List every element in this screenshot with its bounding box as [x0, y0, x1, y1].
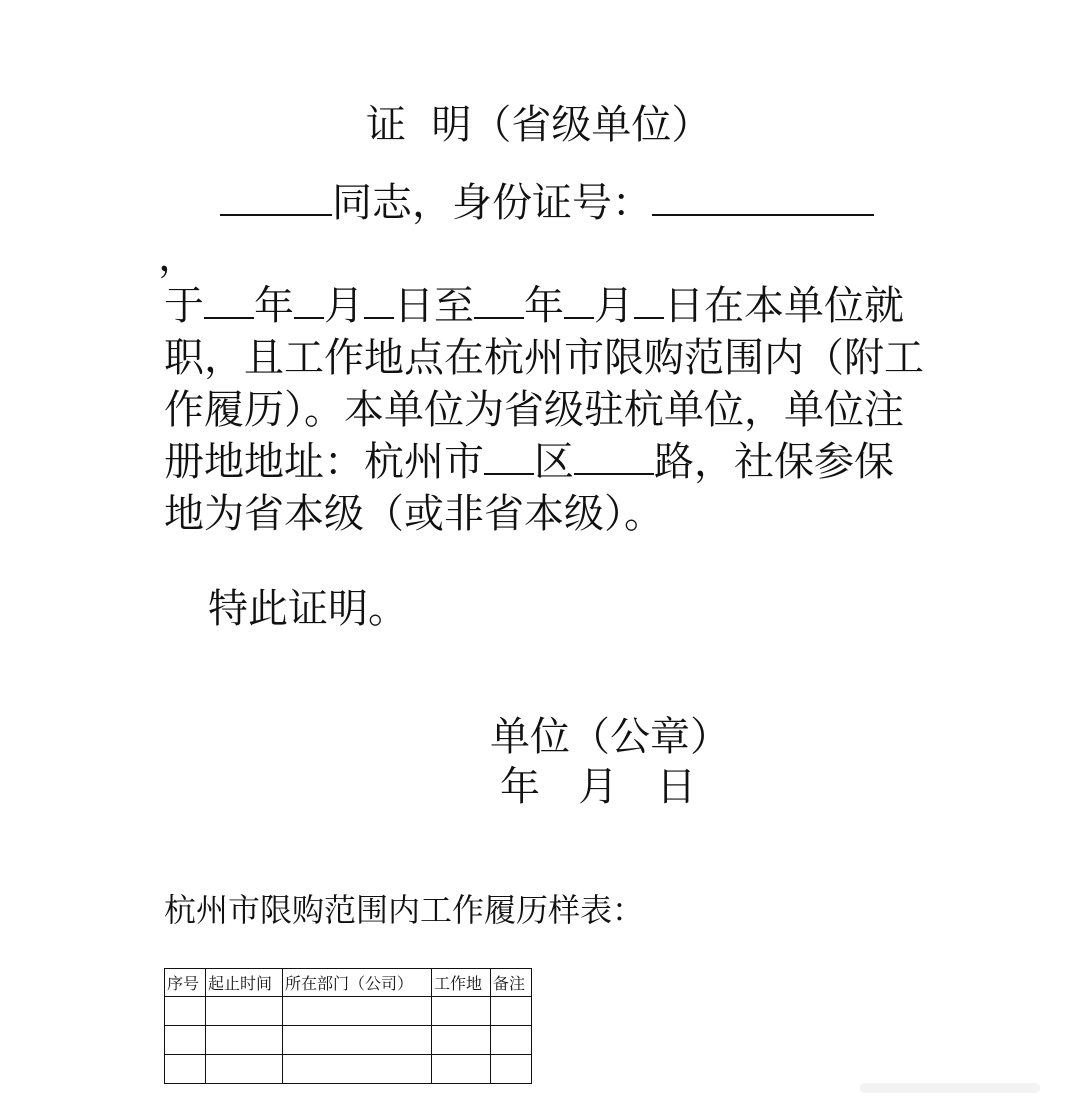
- table-cell[interactable]: [491, 1026, 532, 1055]
- end-day-blank[interactable]: [634, 281, 664, 319]
- table-cell[interactable]: [206, 997, 283, 1026]
- table-row: [165, 1055, 532, 1084]
- start-month-blank[interactable]: [294, 281, 324, 319]
- table-cell[interactable]: [283, 1026, 432, 1055]
- district-blank[interactable]: [484, 437, 534, 475]
- header-workplace: 工作地: [432, 969, 491, 997]
- resume-table: [164, 968, 532, 1084]
- end-year-blank[interactable]: [474, 281, 524, 319]
- name-id-line: [220, 178, 874, 228]
- faint-watermark: [860, 1083, 1040, 1093]
- text-segment: 日至: [394, 283, 474, 329]
- name-id-label: 同志，身份证号：: [332, 180, 652, 226]
- document-title: 证 明（省级单位）: [366, 102, 712, 148]
- comma-line: ，: [158, 234, 198, 280]
- signature-unit: 单位（公章）: [490, 714, 730, 760]
- text-segment: 于: [164, 283, 204, 329]
- table-cell[interactable]: [491, 1055, 532, 1084]
- table-header-row: [165, 969, 532, 997]
- header-remarks: 备注: [491, 969, 532, 997]
- table-row: [165, 1026, 532, 1055]
- table-cell[interactable]: [283, 997, 432, 1026]
- text-segment: 月: [594, 283, 634, 329]
- table-cell[interactable]: [165, 997, 206, 1026]
- header-period: 起止时间: [206, 969, 283, 997]
- table-cell[interactable]: [165, 1055, 206, 1084]
- start-day-blank[interactable]: [364, 281, 394, 319]
- text-segment: 日在本单位就职，且工作地点在杭州市限购范围内（附工作履历）。本单位为省级驻杭单位，单位注册地地址：杭州市: [164, 283, 924, 485]
- table-cell[interactable]: [283, 1055, 432, 1084]
- header-seq: 序号: [165, 969, 206, 997]
- start-year-blank[interactable]: [204, 281, 254, 319]
- table-cell[interactable]: [165, 1026, 206, 1055]
- table-cell[interactable]: [432, 997, 491, 1026]
- table-cell[interactable]: [206, 1026, 283, 1055]
- certificate-body: [164, 280, 924, 540]
- table-row: [165, 997, 532, 1026]
- table-cell[interactable]: [432, 1055, 491, 1084]
- table-cell[interactable]: [491, 997, 532, 1026]
- signature-date: 年 月 日: [500, 764, 697, 810]
- name-blank[interactable]: [220, 178, 332, 216]
- text-segment: 路，社保参保地为省本级（或非省本级）。: [164, 439, 894, 537]
- text-segment: 区: [534, 439, 574, 485]
- end-month-blank[interactable]: [564, 281, 594, 319]
- closing-text: 特此证明。: [208, 586, 408, 632]
- resume-table-caption: 杭州市限购范围内工作履历样表：: [164, 891, 645, 929]
- id-number-blank[interactable]: [652, 178, 874, 216]
- text-segment: 年: [254, 283, 294, 329]
- table-cell[interactable]: [206, 1055, 283, 1084]
- text-segment: 月: [324, 283, 364, 329]
- road-blank[interactable]: [574, 437, 654, 475]
- text-segment: 年: [524, 283, 564, 329]
- header-department: 所在部门（公司）: [283, 969, 432, 997]
- table-cell[interactable]: [432, 1026, 491, 1055]
